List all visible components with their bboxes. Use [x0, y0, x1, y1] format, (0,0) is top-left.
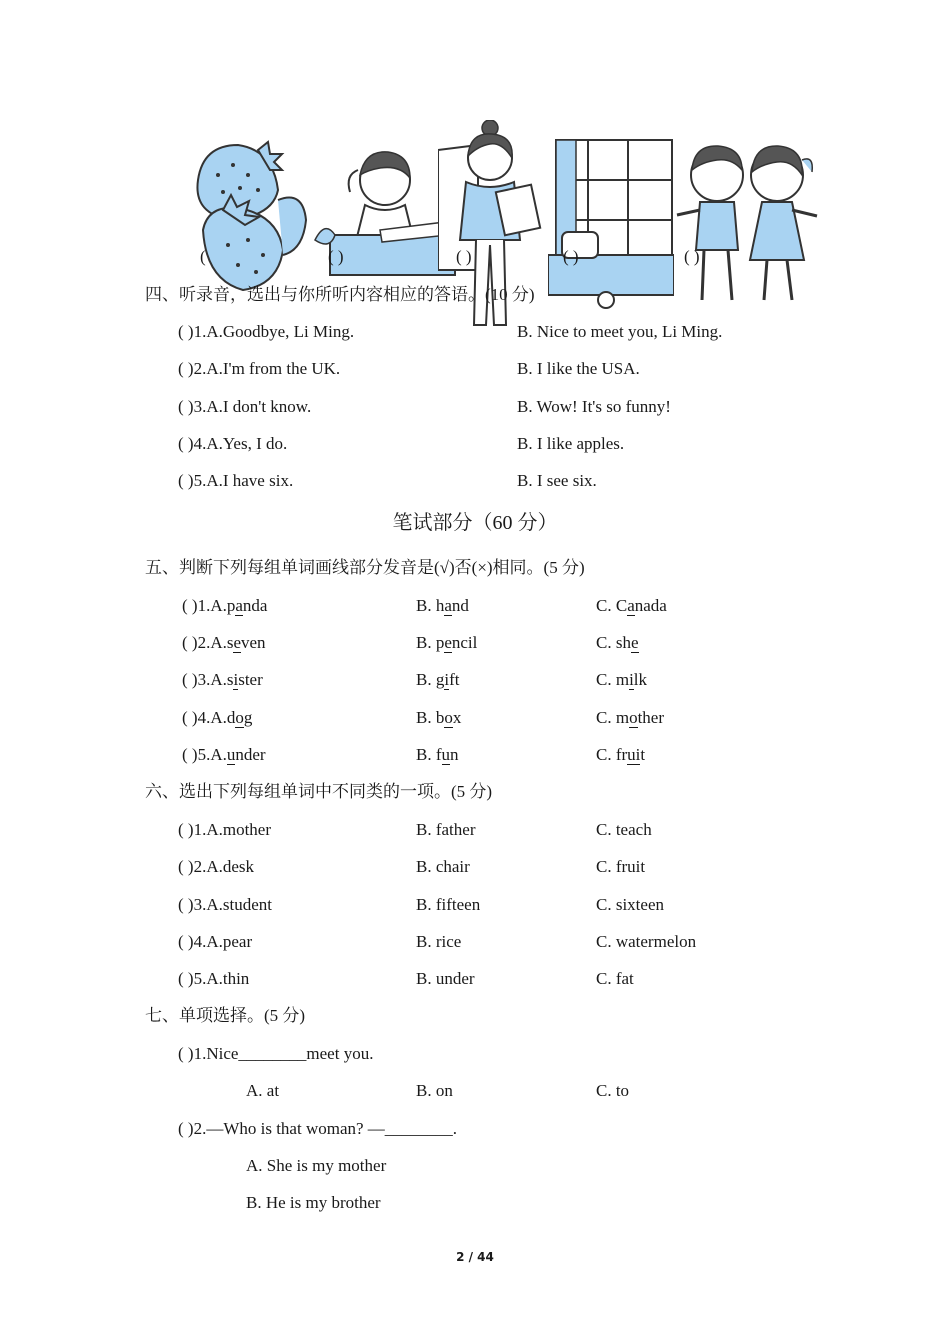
s4-q4-option-b: B. I like apples.: [517, 434, 625, 453]
s6-q4-option-c: C. watermelon: [596, 932, 697, 951]
s5-q3-option-b: B. gift: [416, 670, 460, 689]
picture-2-answer-bracket[interactable]: ( ): [328, 247, 344, 266]
s5-q5-option-b: B. fun: [416, 745, 459, 764]
s6-q1-option-a[interactable]: ( )1.A.mother: [178, 820, 272, 839]
s4-q3-option-b: B. Wow! It's so funny!: [517, 397, 671, 416]
s6-q2-option-a[interactable]: ( )2.A.desk: [178, 857, 255, 876]
s4-q2-option-a[interactable]: ( )2.A.I'm from the UK.: [178, 359, 341, 378]
s5-q5-option-c: C. fruit: [596, 745, 646, 764]
s6-q4-option-b: B. rice: [416, 932, 462, 951]
bed-window-picture: [548, 120, 674, 320]
s4-q4-option-a[interactable]: ( )4.A.Yes, I do.: [178, 434, 288, 453]
s7-q2-option-b: B. He is my brother: [246, 1193, 381, 1212]
s5-q1-option-c: C. Canada: [596, 596, 667, 615]
s6-q5-option-c: C. fat: [596, 969, 634, 988]
s7-q2-option-a: A. She is my mother: [246, 1156, 387, 1175]
s6-q5-option-b: B. under: [416, 969, 475, 988]
s6-q3-option-a[interactable]: ( )3.A.student: [178, 895, 272, 914]
s5-q2-option-a[interactable]: ( )2.A.seven: [182, 633, 266, 652]
s5-q3-option-c: C. milk: [596, 670, 648, 689]
s7-q1-stem[interactable]: ( )1.Nice________meet you.: [178, 1044, 374, 1063]
s6-q2-option-c: C. fruit: [596, 857, 646, 876]
picture-5-answer-bracket[interactable]: ( ): [684, 247, 700, 266]
s7-q1-option-a: A. at: [246, 1081, 280, 1100]
s5-q1-option-b: B. hand: [416, 596, 469, 615]
s6-q3-option-b: B. fifteen: [416, 895, 481, 914]
s4-q1-option-b: B. Nice to meet you, Li Ming.: [517, 322, 723, 341]
s6-q5-option-a[interactable]: ( )5.A.thin: [178, 969, 250, 988]
page-number: 2 / 44: [456, 1250, 494, 1264]
s7-q1-option-c: C. to: [596, 1081, 630, 1100]
s5-q2-option-b: B. pencil: [416, 633, 478, 652]
picture-4-answer-bracket[interactable]: ( ): [563, 247, 579, 266]
s4-q1-option-a[interactable]: ( )1.A.Goodbye, Li Ming.: [178, 322, 355, 341]
s6-q1-option-b: B. father: [416, 820, 476, 839]
section-7-heading: 七、单项选择。(5 分): [145, 1006, 306, 1025]
s7-q2-stem[interactable]: ( )2.—Who is that woman? —________.: [178, 1119, 458, 1138]
s5-q4-option-c: C. mother: [596, 708, 664, 727]
s4-q3-option-a[interactable]: ( )3.A.I don't know.: [178, 397, 312, 416]
s6-q3-option-c: C. sixteen: [596, 895, 664, 914]
s6-q2-option-b: B. chair: [416, 857, 470, 876]
s4-q5-option-a[interactable]: ( )5.A.I have six.: [178, 471, 294, 490]
section-4-heading: 四、听录音，选出与你所听内容相应的答语。(10 分): [145, 285, 535, 304]
s6-q4-option-a[interactable]: ( )4.A.pear: [178, 932, 253, 951]
picture-1-answer-bracket[interactable]: (: [200, 247, 206, 266]
section-5-heading: 五、判断下列每组单词画线部分发音是(√)否(×)相同。(5 分): [145, 558, 585, 577]
s5-q5-option-a[interactable]: ( )5.A.under: [182, 745, 266, 764]
picture-3-answer-bracket[interactable]: ( ): [456, 247, 472, 266]
s6-q1-option-c: C. teach: [596, 820, 652, 839]
s5-q3-option-a[interactable]: ( )3.A.sister: [182, 670, 263, 689]
s7-q1-option-b: B. on: [416, 1081, 453, 1100]
s4-q2-option-b: B. I like the USA.: [517, 359, 640, 378]
s5-q4-option-b: B. box: [416, 708, 462, 727]
s5-q4-option-a[interactable]: ( )4.A.dog: [182, 708, 253, 727]
s5-q1-option-a[interactable]: ( )1.A.panda: [182, 596, 268, 615]
two-kids-picture: [672, 120, 822, 320]
written-part-title: 笔试部分（60 分）: [392, 512, 558, 534]
section-6-heading: 六、选出下列每组单词中不同类的一项。(5 分): [145, 782, 493, 801]
s4-q5-option-b: B. I see six.: [517, 471, 597, 490]
s5-q2-option-c: C. she: [596, 633, 639, 652]
